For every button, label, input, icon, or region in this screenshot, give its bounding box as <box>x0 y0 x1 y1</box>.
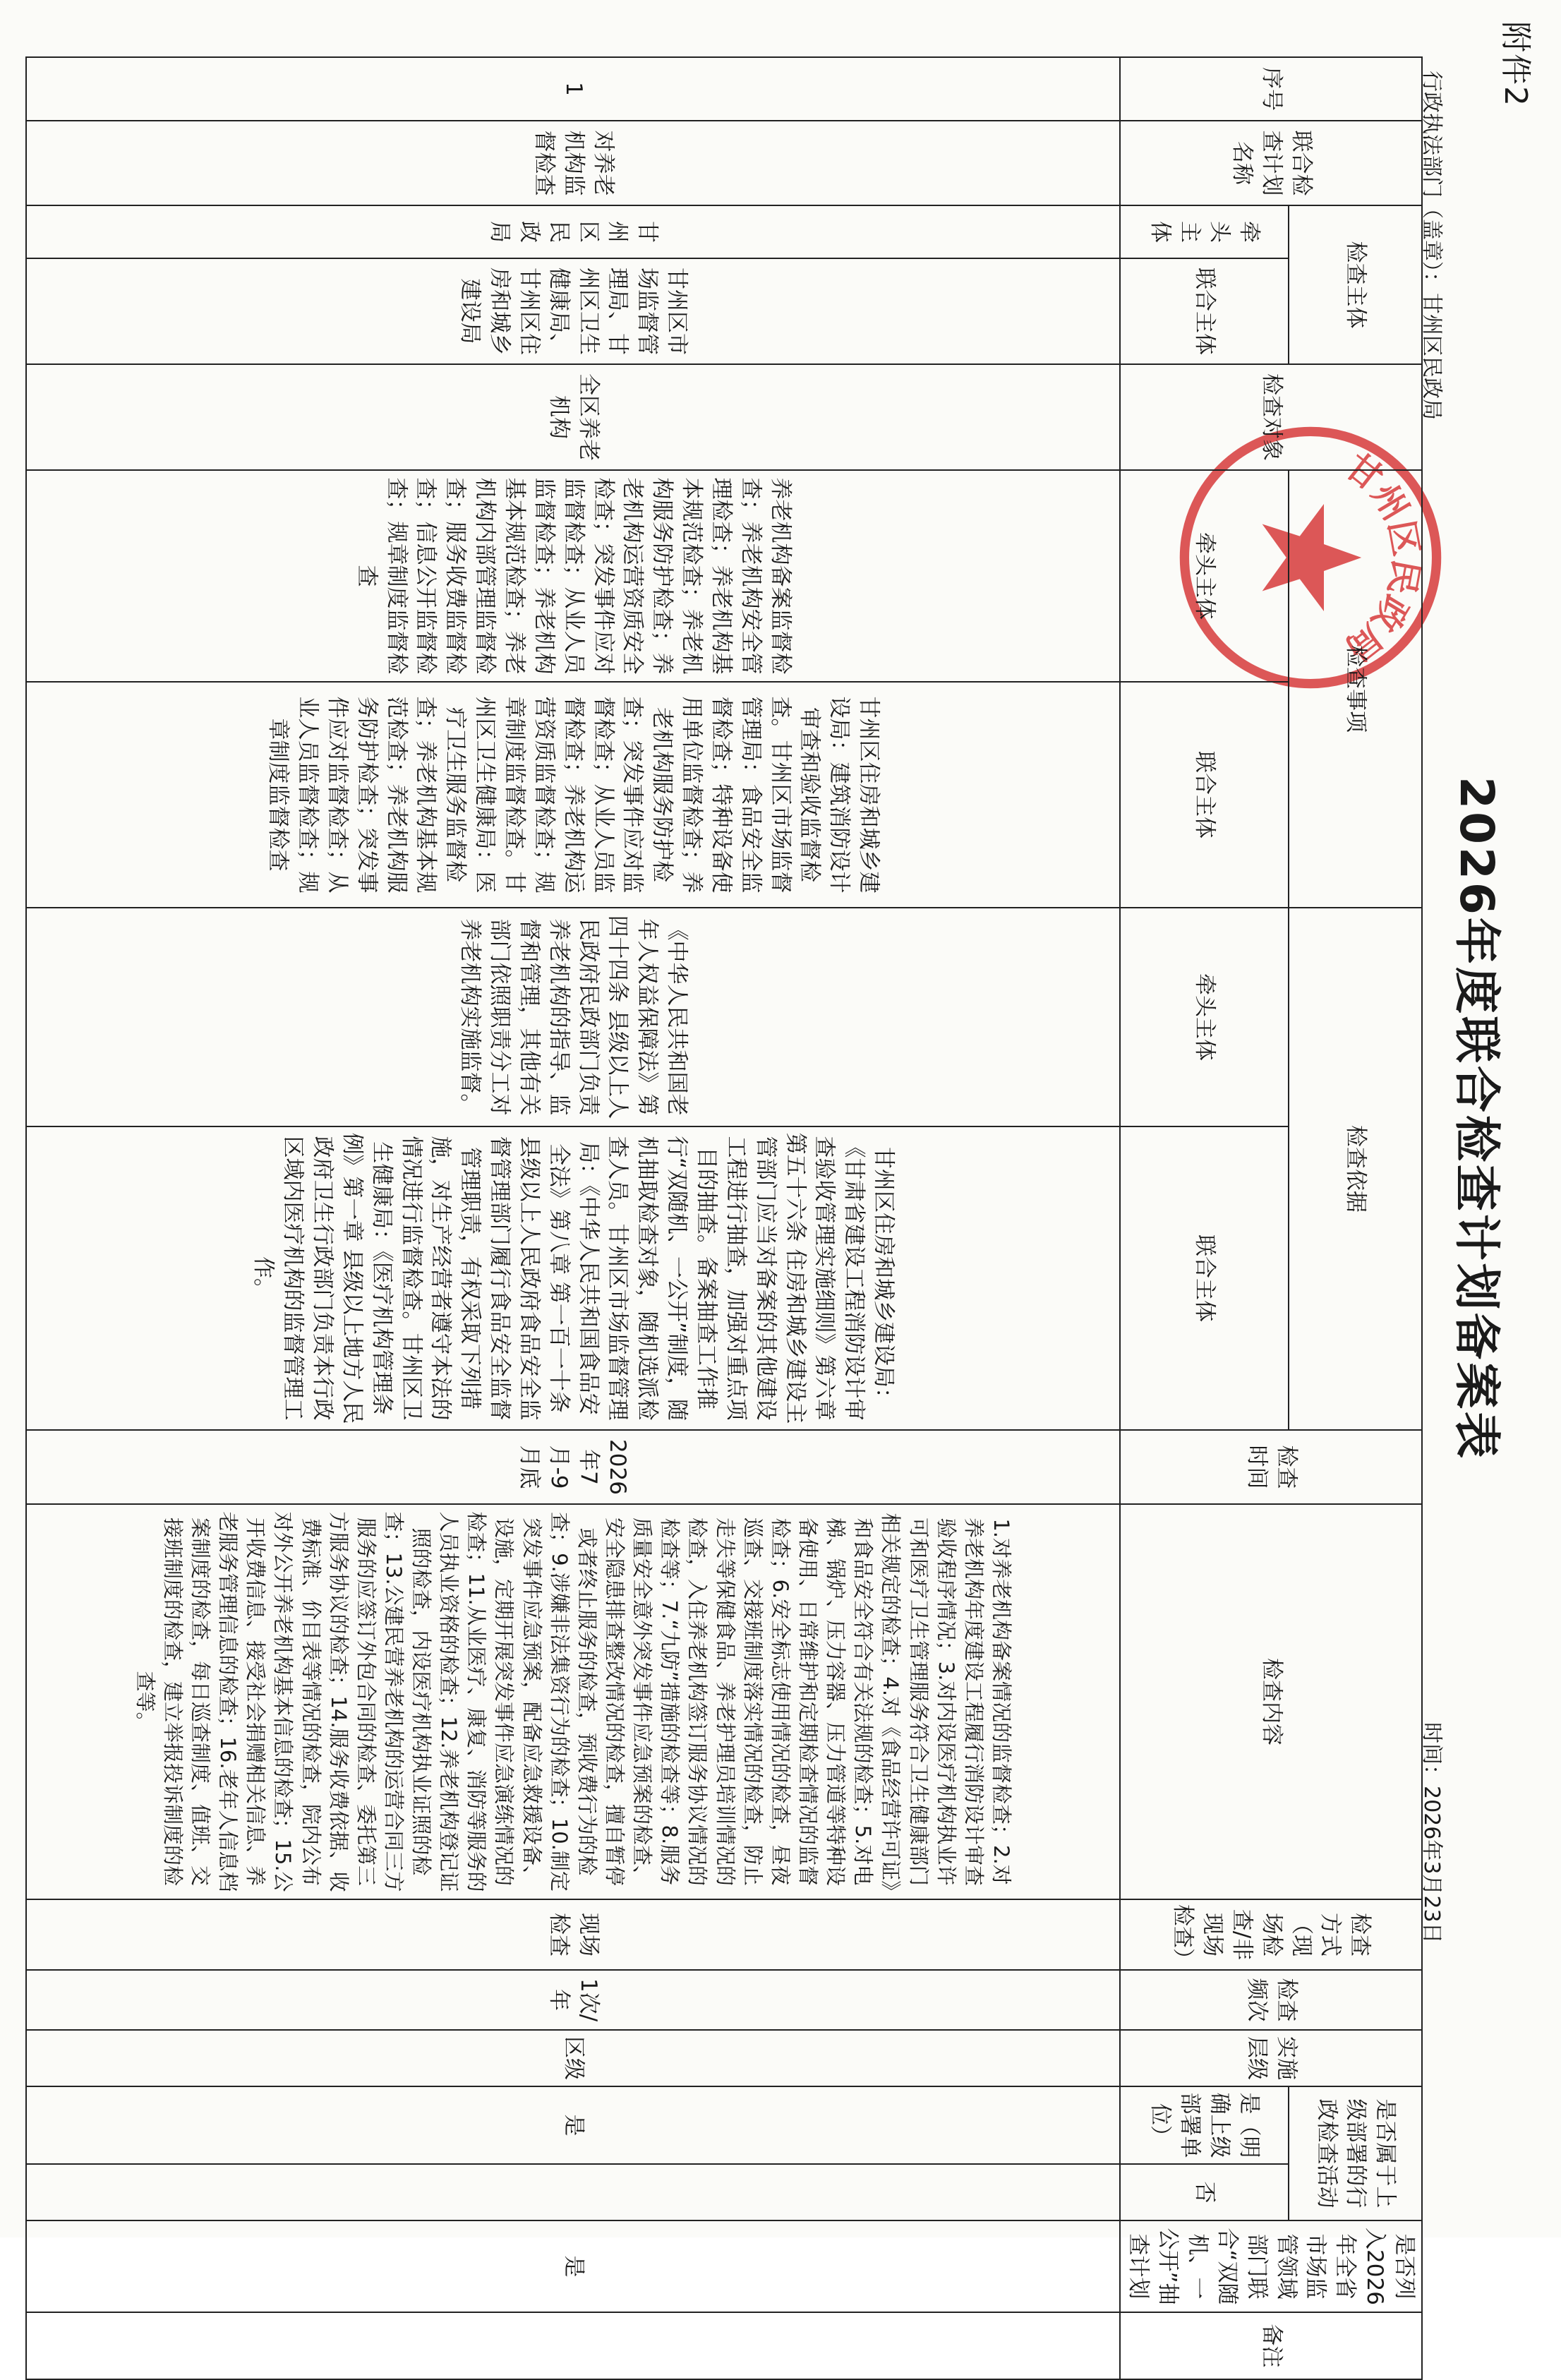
header-lead-matter: 牵头主体 <box>1120 470 1289 682</box>
cell-joint-matter: 甘州区住房和城乡建设局：建筑消防设计审查和验收监督检查。甘州区市场监督管理局：食品安全监督检查；特种设备使用单位监督检查；养老机构服务防护检查；突发事件应对监督检查；从业人员监督检查；养老机构运营资质监督检查；规章制度监督检查。甘州区卫生健康局：医疗卫生服务监督检查；养老机构基本规范检查；养老机构服务防护检查；突发事件应对监督检查；从业人员监督检查；规章制度监督检查 <box>26 682 1120 908</box>
header-matter-group: 检查事项 <box>1289 470 1422 908</box>
seal-text: 甘州区民政局 <box>1337 445 1428 670</box>
header-method: 检查方式（现场检查/非现场检查） <box>1120 1899 1422 1970</box>
cell-level: 区级 <box>26 2030 1120 2086</box>
header-time: 检查时间 <box>1120 1430 1422 1504</box>
header-frequency: 检查频次 <box>1120 1970 1422 2030</box>
header-joint-matter: 联合主体 <box>1120 682 1289 908</box>
cell-superior-yes: 是 <box>26 2086 1120 2164</box>
cell-province-plan: 是 <box>26 2220 1120 2312</box>
header-lead-subject: 牵头主体 <box>1120 205 1289 258</box>
header-seq: 序号 <box>1120 57 1422 121</box>
header-content: 检查内容 <box>1120 1504 1422 1899</box>
document-date: 时间：2026年3月23日 <box>1419 1722 1444 1944</box>
cell-plan-name: 对养老机构监督检查 <box>26 121 1120 205</box>
header-joint-subject: 联合主体 <box>1120 258 1289 364</box>
header-subject-group: 检查主体 <box>1289 205 1422 364</box>
cell-remark <box>26 2312 1120 2379</box>
header-superior-yes: 是（明确上级部署单位） <box>1120 2086 1289 2164</box>
header-plan-name: 联合检查计划名称 <box>1120 121 1422 205</box>
header-remark: 备注 <box>1120 2312 1422 2379</box>
cell-frequency: 1次/年 <box>26 1970 1120 2030</box>
table-row <box>26 57 1120 2379</box>
header-lead-basis: 牵头主体 <box>1120 908 1289 1126</box>
cell-method: 现场检查 <box>26 1899 1120 1970</box>
header-province-plan: 是否列入2026年全省市场监管领域部门联合“双随机、一公开”抽查计划 <box>1120 2220 1422 2312</box>
header-superior-group: 是否属于上级部署的行政检查活动 <box>1289 2086 1422 2220</box>
header-object: 检查对象 <box>1120 364 1422 470</box>
cell-time: 2026年7月-9月底 <box>26 1430 1120 1504</box>
header-basis-group: 检查依据 <box>1289 908 1422 1430</box>
cell-joint-basis: 甘州区住房和城乡建设局：《甘肃省建设工程消防设计审查验收管理实施细则》第六章 第五十六条 住房和城乡建设主管部门应当对备案的其他建设工程进行抽查，加强对重点项目的抽查。备案抽查工作推行“双随机、一公开”制度，随机抽取检查对象，随机选派检查人员。甘州区市场监督管理局：《中华人民共和国食品安全法》第八章 第一百一十条 县级以上人民政府食品安全监督管理部门履行食品安全监督管理职责，有权采取下列措施，对生产经营者遵守本法的情况进行监督检查。甘州区卫生健康局：《医疗机构管理条例》第一章 县级以上地方人民政府卫生行政部门负责本行政区域内医疗机构的监督管理工作。 <box>26 1126 1120 1430</box>
header-level: 实施层级 <box>1120 2030 1422 2086</box>
cell-object: 全区养老机构 <box>26 364 1120 470</box>
document-title: 2026年度联合检查计划备案表 <box>1450 776 1504 1461</box>
unit-label: 行政执法部门（盖章）：甘州区民政局 <box>1419 71 1444 420</box>
inspection-plan-table <box>25 56 1423 2380</box>
attachment-label: 附件2 <box>1497 21 1533 107</box>
header-row-1 <box>1289 57 1422 2379</box>
cell-lead-basis: 《中华人民共和国老年人权益保障法》第四十四条 县级以上人民政府民政部门负责养老机构的指导、监督和管理，其他有关部门依照职责分工对养老机构实施监督。 <box>26 908 1120 1126</box>
cell-lead-subject: 甘州区民政局 <box>26 205 1120 258</box>
cell-seq: 1 <box>26 57 1120 121</box>
cell-content: 1.对养老机构备案情况的监督检查；2.对养老机构年度建设工程履行消防设计审查验收程序情况；3.对内设医疗机构执业许可和医疗卫生管理服务符合卫生健康部门相关规定的检查；4.对《食品经营许可证》和食品安全符合有关法规的检查；5.对电梯、锅炉、压力容器、压力管道等特种设备使用、日常维护和定期检查情况的监督检查；6.安全标志使用情况的检查，昼夜巡查、交接班制度落实情况的检查，防止走失等保健食品、养老护理员培训情况的检查，入住养老机构签订服务协议情况的检查等；7.“九防”措施的检查等；8.服务质量安全意外突发事件应急预案的检查、安全隐患排查整改情况的检查，擅自暂停或者终止服务的检查，预收费行为的检查；9.涉嫌非法集资行为的检查；10.制定突发事件应急预案，配备应急救援设备、设施，定期开展突发事件应急演练情况的检查；11.从业医疗、康复、消防等服务的人员执业资格的检查；12.养老机构登记证照的检查，内设医疗机构执业证照的检查；13.公建民营养老机构的运营合同三方服务的应签订外包合同的检查、委托第三方服务协议的检查；14.服务收费依据、收费标准、价目表等情况的检查，院内公布对外公开养老机构基本信息的检查；15.公开收费信息、接受社会捐赠相关信息、养老服务管理信息的检查；16.老年人信息档案制度的检查，每日巡查制度、值班、交接班制度的检查，建立举报投诉制度的检查等。 <box>26 1504 1120 1899</box>
cell-superior-no <box>26 2164 1120 2220</box>
header-joint-basis: 联合主体 <box>1120 1126 1289 1430</box>
header-superior-no: 否 <box>1120 2164 1289 2220</box>
cell-joint-subject: 甘州区市场监督管理局、甘州区卫生健康局、甘州区住房和城乡建设局 <box>26 258 1120 364</box>
cell-lead-matter: 养老机构备案监督检查；养老机构安全管理检查；养老机构基本规范检查；养老机构服务防护检查；养老机构运营资质安全检查；突发事件应对监督检查；从业人员监督检查；养老机构基本规范检查；养老机构内部管理监督检查；服务收费监督检查；信息公开监督检查；规章制度监督检查 <box>26 470 1120 682</box>
